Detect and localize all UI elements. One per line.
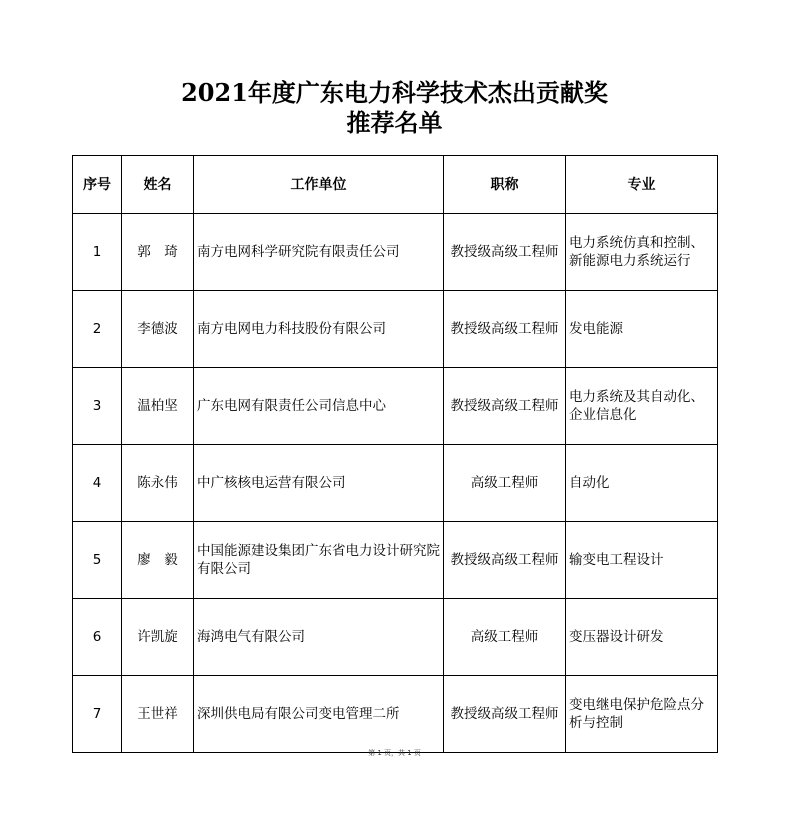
row-name: 陈永伟 xyxy=(122,445,194,522)
row-title: 教授级高级工程师 xyxy=(444,368,566,445)
table-row xyxy=(73,291,718,368)
header-name: 姓名 xyxy=(122,156,194,214)
row-unit: 南方电网电力科技股份有限公司 xyxy=(194,291,444,368)
header-unit: 工作单位 xyxy=(194,156,444,214)
row-name: 廖 毅 xyxy=(122,522,194,599)
row-no: 1 xyxy=(73,214,122,291)
header-major: 专业 xyxy=(566,156,718,214)
row-unit: 中国能源建设集团广东省电力设计研究院有限公司 xyxy=(194,522,444,599)
row-major: 变压器设计研发 xyxy=(566,599,718,676)
row-major: 电力系统仿真和控制、新能源电力系统运行 xyxy=(566,214,718,291)
row-unit: 深圳供电局有限公司变电管理二所 xyxy=(194,676,444,753)
table-row xyxy=(73,368,718,445)
row-no: 3 xyxy=(73,368,122,445)
row-no: 6 xyxy=(73,599,122,676)
row-unit: 海鸿电气有限公司 xyxy=(194,599,444,676)
row-no: 4 xyxy=(73,445,122,522)
row-no: 2 xyxy=(73,291,122,368)
row-unit: 广东电网有限责任公司信息中心 xyxy=(194,368,444,445)
row-title: 教授级高级工程师 xyxy=(444,676,566,753)
row-major: 变电继电保护危险点分析与控制 xyxy=(566,676,718,753)
row-title: 高级工程师 xyxy=(444,599,566,676)
row-title: 教授级高级工程师 xyxy=(444,522,566,599)
row-name: 王世祥 xyxy=(122,676,194,753)
document-subtitle: 推荐名单 xyxy=(346,108,443,137)
row-unit: 南方电网科学研究院有限责任公司 xyxy=(194,214,444,291)
table-row xyxy=(73,676,718,753)
table-header-row xyxy=(73,156,718,214)
header-no: 序号 xyxy=(73,156,122,214)
row-no: 5 xyxy=(73,522,122,599)
row-unit: 中广核核电运营有限公司 xyxy=(194,445,444,522)
row-title: 教授级高级工程师 xyxy=(444,214,566,291)
row-title: 教授级高级工程师 xyxy=(444,291,566,368)
row-no: 7 xyxy=(73,676,122,753)
table-row xyxy=(73,599,718,676)
table-row xyxy=(73,522,718,599)
row-name: 郭 琦 xyxy=(122,214,194,291)
nominee-table xyxy=(72,155,718,753)
document-title: 2021年度广东电力科学技术杰出贡献奖 xyxy=(181,78,608,107)
header-title: 职称 xyxy=(444,156,566,214)
row-name: 许凯旋 xyxy=(122,599,194,676)
table-row xyxy=(73,445,718,522)
table-row xyxy=(73,214,718,291)
row-name: 李德波 xyxy=(122,291,194,368)
row-major: 电力系统及其自动化、企业信息化 xyxy=(566,368,718,445)
page-footer: 第 1 页，共 1 页 xyxy=(368,749,421,757)
row-major: 发电能源 xyxy=(566,291,718,368)
row-major: 自动化 xyxy=(566,445,718,522)
row-name: 温柏坚 xyxy=(122,368,194,445)
row-major: 输变电工程设计 xyxy=(566,522,718,599)
row-title: 高级工程师 xyxy=(444,445,566,522)
